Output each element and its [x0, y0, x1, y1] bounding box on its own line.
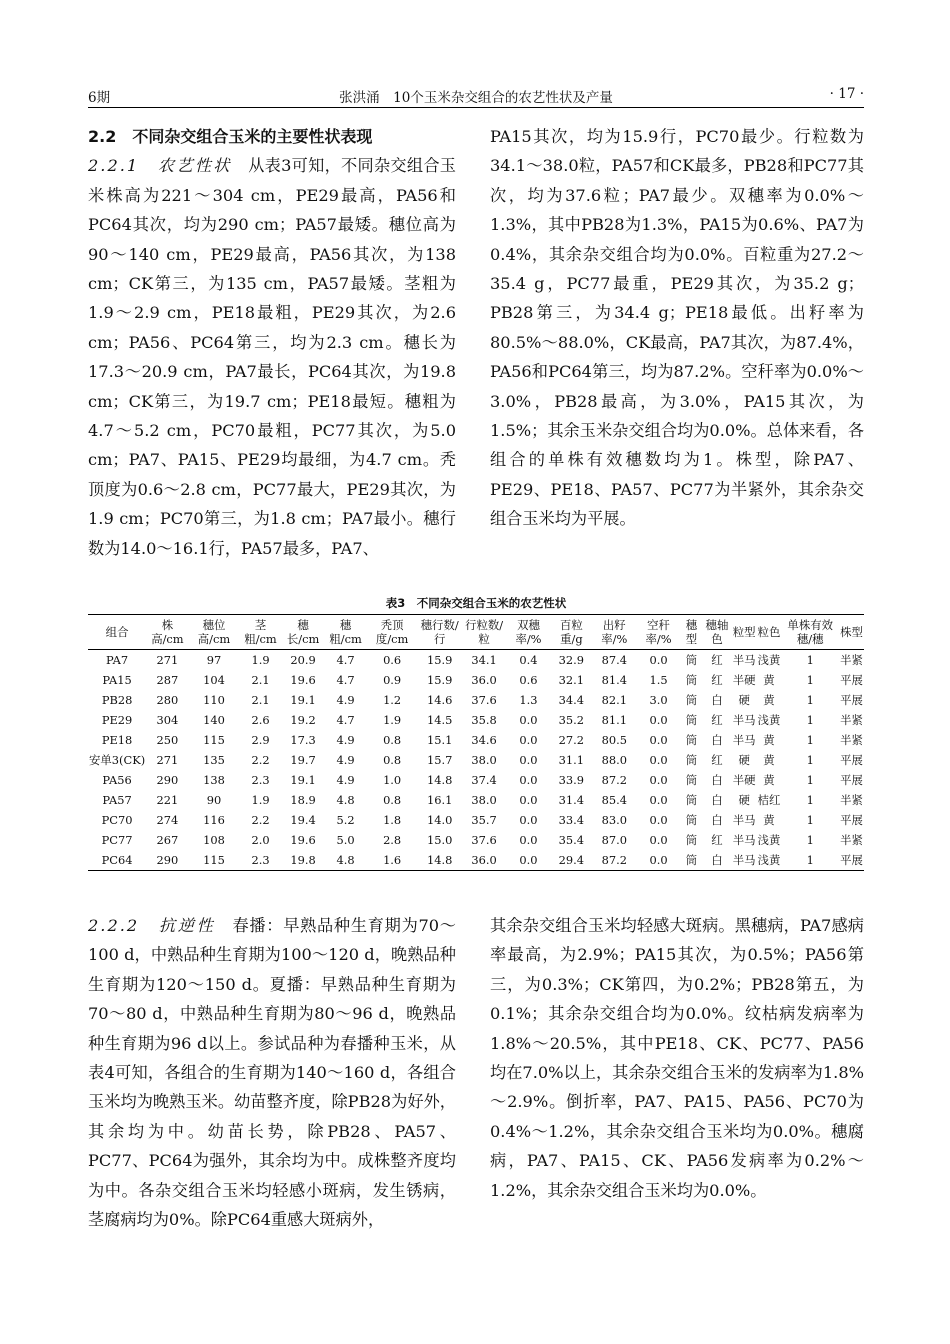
table-cell: 1.9	[383, 713, 402, 727]
table-cell: 0.9	[383, 673, 402, 687]
table-cell: 筒	[685, 693, 698, 707]
table-header-cell: 穗位高/cm	[197, 618, 231, 646]
table-cell: 筒	[685, 753, 698, 767]
table-cell: 85.4	[601, 793, 627, 807]
table-header-cell: 双穗率/%	[515, 618, 542, 646]
table-cell: 0.0	[519, 853, 538, 867]
table-cell: 29.4	[558, 853, 585, 867]
table-cell: 35.4	[558, 833, 585, 847]
table-body	[88, 650, 864, 871]
table-cell: 0.8	[383, 793, 402, 807]
table-header-cell: 穗行数/行	[420, 618, 459, 646]
table-cell: 半硬	[732, 673, 756, 687]
table-header-cell: 粒型	[732, 625, 756, 639]
table-cell: 平展	[840, 693, 863, 707]
table-cell: 2.9	[251, 733, 270, 747]
table-cell: 15.0	[426, 833, 453, 847]
table-cell: 35.2	[558, 713, 585, 727]
table-header-cell: 茎粗/cm	[244, 618, 277, 646]
table-cell: 115	[203, 853, 225, 867]
paragraph-text: PA15其次，均为15.9行，PC70最少。行粒数为34.1～38.0粒，PA57和CK最多，PB28和PC77其次，均为37.6粒；PA7最少。双穗率为0.0%～1.3%，其中PB28为1.3%，PA15为0.6%、PA7为0.4%，其余杂交组合均为0.0%。百粒重为27.2～35.4 g，PC77最重，PE29其次，为35.2 g；PB28第三，为34.4 g；PE18最低。出籽率为80.5%～88.0%，CK最高，PA7其次，为87.4%，PA56和PC64第三，均为87.2%。空秆率为0.0%～3.0%，PB28最高，为3.0%，PA15其次，为1.5%；其余玉米杂交组合均为0.0%。总体来看，各组合的单株有效穗数均为1。株型，除PA7、PE29、PE18、PA57、PC77为半紧外，其余杂交组合玉米均为平展。	[490, 127, 864, 529]
table-cell: 19.7	[290, 753, 316, 767]
table-cell: 白	[711, 733, 723, 747]
table-cell: 白	[711, 813, 723, 827]
paragraph-text: 其余杂交组合玉米均轻感大斑病。黑穗病，PA7感病率最高，为2.9%；PA15其次，为0.5%；PA56第三，为0.3%；CK第四，为0.2%；PB28第五，为0.1%；其余杂交组合均为0.0%。纹枯病发病率为1.8%～20.5%，其中PE18、CK、PC77、PA56均在7.0%以上，其余杂交组合玉米的发病率为1.8%～2.9%。倒折率，PA7、PA15、PA56、PC70为0.4%～1.2%，其余杂交组合玉米均为0.0%。穗腐病，PA7、PA15、CK、PA56发病率为0.2%～1.2%，其余杂交组合玉米均为0.0%。	[490, 916, 864, 1200]
table-cell: 0.0	[649, 813, 668, 827]
table-header-cell: 穗型	[685, 618, 698, 646]
table-cell: 15.1	[426, 733, 453, 747]
table-header-cell: 出籽率/%	[601, 618, 628, 646]
table-cell: 红	[711, 673, 723, 687]
table-cell-combination: PB28	[101, 693, 133, 707]
table-cell-combination: PA56	[102, 773, 132, 787]
table-cell: 半马	[732, 653, 756, 667]
table-cell-combination: 安单3(CK)	[89, 753, 146, 767]
table-cell: 81.4	[601, 673, 627, 687]
table-cell: 0.0	[649, 713, 668, 727]
table-cell: 0.0	[649, 733, 668, 747]
table-cell: 32.1	[558, 673, 585, 687]
table-cell: 4.7	[336, 713, 355, 727]
table-cell: 4.9	[336, 733, 355, 747]
column-left-bottom	[88, 911, 456, 1234]
table-cell: 2.3	[251, 853, 270, 867]
table-cell: 半硬	[732, 773, 756, 787]
table-row	[88, 730, 864, 750]
table-cell: 0.0	[649, 853, 668, 867]
table-cell: 14.5	[426, 713, 453, 727]
table-row	[88, 830, 864, 850]
table-cell: 1.9	[251, 793, 270, 807]
table-cell-combination: PC77	[101, 833, 133, 847]
table-cell: 1	[806, 733, 814, 747]
header-rule	[88, 107, 864, 108]
table-cell: 半紧	[840, 833, 863, 847]
table-cell: 1	[806, 833, 814, 847]
table-cell: 红	[711, 713, 723, 727]
table-cell: 红	[711, 653, 723, 667]
table-cell: 半马	[732, 853, 756, 867]
table-cell: 0.0	[519, 793, 538, 807]
table-cell: 5.0	[336, 833, 355, 847]
table-cell: 290	[156, 853, 179, 867]
table-header-cell: 穗粗/cm	[329, 618, 362, 646]
table-cell: 半紧	[840, 713, 863, 727]
table-cell: 4.9	[336, 693, 355, 707]
table-cell: 1.2	[383, 693, 402, 707]
table-cell: 36.0	[471, 853, 497, 867]
table-cell: 90	[206, 793, 222, 807]
table-cell: 304	[156, 713, 179, 727]
table-cell: 0.0	[519, 813, 538, 827]
table-cell: 1	[806, 793, 814, 807]
table-cell: 221	[156, 793, 179, 807]
table-cell: 116	[203, 813, 225, 827]
table-cell: 硬	[738, 793, 750, 807]
table-cell: 35.7	[471, 813, 497, 827]
table-cell: 31.4	[558, 793, 585, 807]
table-cell: 19.6	[290, 833, 316, 847]
table-cell: 15.9	[426, 653, 453, 667]
table-row	[88, 790, 864, 810]
table-cell: 0.0	[649, 833, 668, 847]
table-row	[88, 690, 864, 710]
running-title: 张洪涌 10个玉米杂交组合的农艺性状及产量	[339, 90, 613, 106]
table-cell: 1.6	[383, 853, 402, 867]
table-cell: 17.3	[290, 733, 316, 747]
table-cell: 19.4	[290, 813, 316, 827]
table-cell: 半马	[732, 833, 756, 847]
table-cell: 平展	[840, 853, 863, 867]
table-cell: 半紧	[840, 793, 863, 807]
table-cell: 280	[156, 693, 179, 707]
table-cell: 35.8	[471, 713, 497, 727]
table-cell: 4.8	[336, 853, 355, 867]
table-header-cell: 百粒重/g	[559, 618, 583, 646]
running-header	[88, 80, 864, 106]
table-cell: 平展	[840, 773, 863, 787]
table-cell: 0.4	[519, 653, 538, 667]
table-cell: 白	[711, 773, 723, 787]
table-cell: 半马	[732, 713, 756, 727]
table-cell: 87.2	[601, 773, 627, 787]
table-cell: 0.8	[383, 753, 402, 767]
table-cell: 5.2	[336, 813, 355, 827]
table-cell: 0.6	[383, 653, 402, 667]
paragraph-text: 从表3可知，不同杂交组合玉米株高为221～304 cm，PE29最高，PA56和PC64其次，均为290 cm；PA57最矮。穗位高为90～140 cm，PE29最高，PA56其次，为138 cm；CK第三，为135 cm，PA57最矮。茎粗为1.9～2.9 cm，PE18最粗，PE29其次，为2.6 cm；PA56、PC64第三，均为2.3 cm。穗长为17.3～20.9 cm，PA7最长，PC64其次，为19.8 cm；CK第三，为19.7 cm；PE18最短。穗粗为4.7～5.2 cm，PC70最粗，PC77其次，为5.0 cm；PA7、PA15、PE29均最细，为4.7 cm。秃顶度为0.6～2.8 cm，PC77最大，PE29其次，为1.9 cm；PC70第三，为1.8 cm；PA7最小。穗行数为14.0～16.1行，PA57最多，PA7、	[88, 156, 456, 558]
table-cell: 19.1	[290, 693, 316, 707]
table-cell: 32.9	[558, 653, 585, 667]
paragraph-agronomic	[88, 151, 456, 563]
table-cell: 1.5	[649, 673, 668, 687]
table-cell: 18.9	[290, 793, 316, 807]
table-cell: 19.8	[290, 853, 316, 867]
subsection-label: 2.2.2 抗逆性	[88, 916, 216, 935]
table-cell: 0.0	[519, 773, 538, 787]
table-cell: 浅黄	[757, 713, 781, 727]
table-cell: 38.0	[471, 753, 497, 767]
table-cell: 115	[203, 733, 225, 747]
section-heading: 2.2 不同杂交组合玉米的主要性状表现	[88, 127, 373, 146]
table-cell: 14.0	[426, 813, 453, 827]
table-header-cell: 空秆率/%	[645, 618, 672, 646]
subsection-label: 2.2.1 农艺性状	[88, 156, 232, 176]
issue-number: 6期	[88, 90, 111, 106]
table-cell: 19.1	[290, 773, 316, 787]
table-cell: 87.0	[601, 833, 627, 847]
table-cell: 2.1	[251, 673, 270, 687]
table-header-cell: 穗轴色	[705, 618, 729, 646]
column-right-top	[490, 122, 864, 534]
column-left-top	[88, 122, 456, 563]
table-cell: 0.6	[519, 673, 538, 687]
table-cell: 平展	[840, 813, 863, 827]
table-row	[88, 850, 864, 871]
table-cell-combination: PA15	[102, 673, 132, 687]
table-cell: 黄	[763, 813, 775, 827]
table-cell: 34.6	[471, 733, 497, 747]
table-cell: 4.9	[336, 753, 355, 767]
table-cell: 0.0	[649, 793, 668, 807]
column-right-bottom	[490, 911, 864, 1205]
table-row	[88, 810, 864, 830]
table-header-cell: 秃顶度/cm	[375, 618, 409, 646]
table-cell: 14.6	[426, 693, 453, 707]
table-cell: 筒	[685, 853, 698, 867]
table-header-cell: 单株有效穗/穗	[787, 618, 833, 646]
table-cell: 19.6	[290, 673, 316, 687]
table-cell-combination: PE29	[101, 713, 133, 727]
table-cell: 287	[156, 673, 179, 687]
table-cell: 白	[711, 793, 723, 807]
table-cell: 140	[203, 713, 225, 727]
table-cell: 黄	[763, 773, 775, 787]
table-cell: 15.9	[426, 673, 453, 687]
table-cell: 87.4	[601, 653, 627, 667]
table-cell: 半紧	[840, 653, 863, 667]
table-header-cell: 穗长/cm	[286, 618, 320, 646]
table-cell: 37.6	[471, 693, 497, 707]
table-cell: 白	[711, 853, 723, 867]
table-cell: 274	[156, 813, 179, 827]
table-cell: 20.9	[290, 653, 316, 667]
table-cell-combination: PE18	[101, 733, 133, 747]
table-cell: 4.7	[336, 673, 355, 687]
table-cell: 267	[156, 833, 179, 847]
table-row	[88, 710, 864, 730]
table-cell-combination: PC64	[101, 853, 133, 867]
table-cell: 108	[203, 833, 225, 847]
table-cell: 2.2	[251, 753, 270, 767]
table-cell: 34.4	[558, 693, 585, 707]
table-cell: 1.9	[251, 653, 270, 667]
table-cell: 81.1	[601, 713, 627, 727]
table-cell: 桔红	[757, 793, 781, 807]
table-cell: 1	[806, 813, 814, 827]
table-cell: 浅黄	[757, 653, 781, 667]
table-cell: 97	[206, 653, 222, 667]
table-cell: 筒	[685, 673, 698, 687]
table-cell: 2.0	[251, 833, 270, 847]
table-cell: 104	[203, 673, 225, 687]
table-cell: 82.1	[601, 693, 627, 707]
table-cell: 33.9	[558, 773, 585, 787]
table-cell: 0.0	[519, 733, 538, 747]
table-cell: 14.8	[426, 773, 453, 787]
table-cell-combination: PC70	[101, 813, 133, 827]
table-cell: 0.0	[519, 713, 538, 727]
table-row	[88, 670, 864, 690]
table-cell: 平展	[840, 753, 863, 767]
table-cell: 筒	[685, 793, 698, 807]
paragraph-resistance	[88, 911, 456, 1234]
page-number: · 17 ·	[829, 86, 864, 102]
table-cell: 半马	[732, 813, 756, 827]
table-cell: 1.0	[383, 773, 402, 787]
table-cell: 筒	[685, 713, 698, 727]
table-cell: 浅黄	[757, 833, 781, 847]
table-cell: 1	[806, 673, 814, 687]
table-cell: 黄	[763, 753, 775, 767]
table-cell: 3.0	[649, 693, 668, 707]
table-cell: 白	[711, 693, 723, 707]
table-cell: 27.2	[558, 733, 585, 747]
table-cell: 83.0	[601, 813, 627, 827]
table-cell-combination: PA57	[102, 793, 132, 807]
table-header-cell: 组合	[105, 625, 129, 639]
table-cell: 2.2	[251, 813, 270, 827]
table-cell: 271	[156, 753, 179, 767]
table-header-cell: 行粒数/粒	[465, 618, 504, 646]
table-cell: 0.8	[383, 733, 402, 747]
table-cell: 38.0	[471, 793, 497, 807]
table-cell: 浅黄	[757, 853, 781, 867]
table-header-cell: 粒色	[757, 625, 781, 639]
table-cell: 36.0	[471, 673, 497, 687]
table-cell: 筒	[685, 733, 698, 747]
table-cell: 2.8	[383, 833, 402, 847]
table-cell: 0.0	[519, 753, 538, 767]
table-cell-combination: PA7	[106, 653, 129, 667]
table-cell: 半马	[732, 733, 756, 747]
table-cell: 33.4	[558, 813, 585, 827]
table-cell: 1	[806, 653, 814, 667]
table-cell: 1	[806, 773, 814, 787]
table-cell: 1	[806, 853, 814, 867]
table-cell: 0.0	[649, 653, 668, 667]
table-cell: 290	[156, 773, 179, 787]
table-row	[88, 770, 864, 790]
table-cell: 138	[203, 773, 225, 787]
table-cell: 4.7	[336, 653, 355, 667]
table-row	[88, 650, 864, 671]
table-cell: 0.0	[649, 773, 668, 787]
table-cell: 31.1	[558, 753, 585, 767]
table-cell: 1	[806, 713, 814, 727]
table-header-row	[88, 615, 864, 650]
table-cell: 硬	[738, 753, 750, 767]
table-cell: 黄	[763, 733, 775, 747]
table-cell: 0.0	[519, 833, 538, 847]
table-header-cell: 株高/cm	[151, 618, 184, 646]
table-cell: 88.0	[601, 753, 627, 767]
table-cell: 16.1	[426, 793, 453, 807]
table-cell: 37.4	[471, 773, 497, 787]
table-cell: 4.9	[336, 773, 355, 787]
table-cell: 平展	[840, 673, 863, 687]
table-cell: 筒	[685, 833, 698, 847]
table-cell: 14.8	[426, 853, 453, 867]
table-cell: 硬	[738, 693, 750, 707]
table-cell: 2.1	[251, 693, 270, 707]
table-cell: 1	[806, 693, 814, 707]
table-cell: 19.2	[290, 713, 316, 727]
table-cell: 271	[156, 653, 179, 667]
table-cell: 34.1	[471, 653, 497, 667]
table-cell: 黄	[763, 693, 775, 707]
table-cell: 筒	[685, 773, 698, 787]
table-cell: 半紧	[840, 733, 863, 747]
table-cell: 80.5	[601, 733, 627, 747]
table-cell: 红	[711, 833, 723, 847]
table-cell: 筒	[685, 813, 698, 827]
agronomic-traits-table	[88, 614, 864, 871]
table-cell: 87.2	[601, 853, 627, 867]
table-cell: 0.0	[649, 753, 668, 767]
table-caption: 表3 不同杂交组合玉米的农艺性状	[385, 596, 567, 610]
table-cell: 4.8	[336, 793, 355, 807]
table-cell: 135	[203, 753, 225, 767]
table-cell: 1.8	[383, 813, 402, 827]
paragraph-text: 春播：早熟品种生育期为70～100 d，中熟品种生育期为100～120 d，晚熟品种生育期为120～150 d。夏播：早熟品种生育期为70～80 d，中熟品种生育期为80～96 d，晚熟品种生育期为96 d以上。参试品种为春播种玉米，从表4可知，各组合的生育期为140～160 d，各组合玉米均为晚熟玉米。幼苗整齐度，除PB28为好外，其余均为中。幼苗长势，除PB28、PA57、PC77、PC64为强外，其余均为中。成株整齐度均为中。各杂交组合玉米均轻感小斑病，发生锈病，茎腐病均为0%。除PC64重感大斑病外，	[88, 916, 456, 1230]
table-cell: 红	[711, 753, 723, 767]
table-cell: 黄	[763, 673, 775, 687]
table-header-cell: 株型	[840, 625, 863, 639]
table-cell: 15.7	[426, 753, 453, 767]
table-cell: 2.6	[251, 713, 270, 727]
table-cell: 1.3	[519, 693, 538, 707]
table-cell: 37.6	[471, 833, 497, 847]
table-cell: 1	[806, 753, 814, 767]
table-cell: 筒	[685, 653, 698, 667]
table-row	[88, 750, 864, 770]
table-cell: 250	[156, 733, 179, 747]
table-cell: 2.3	[251, 773, 270, 787]
table-cell: 110	[203, 693, 225, 707]
